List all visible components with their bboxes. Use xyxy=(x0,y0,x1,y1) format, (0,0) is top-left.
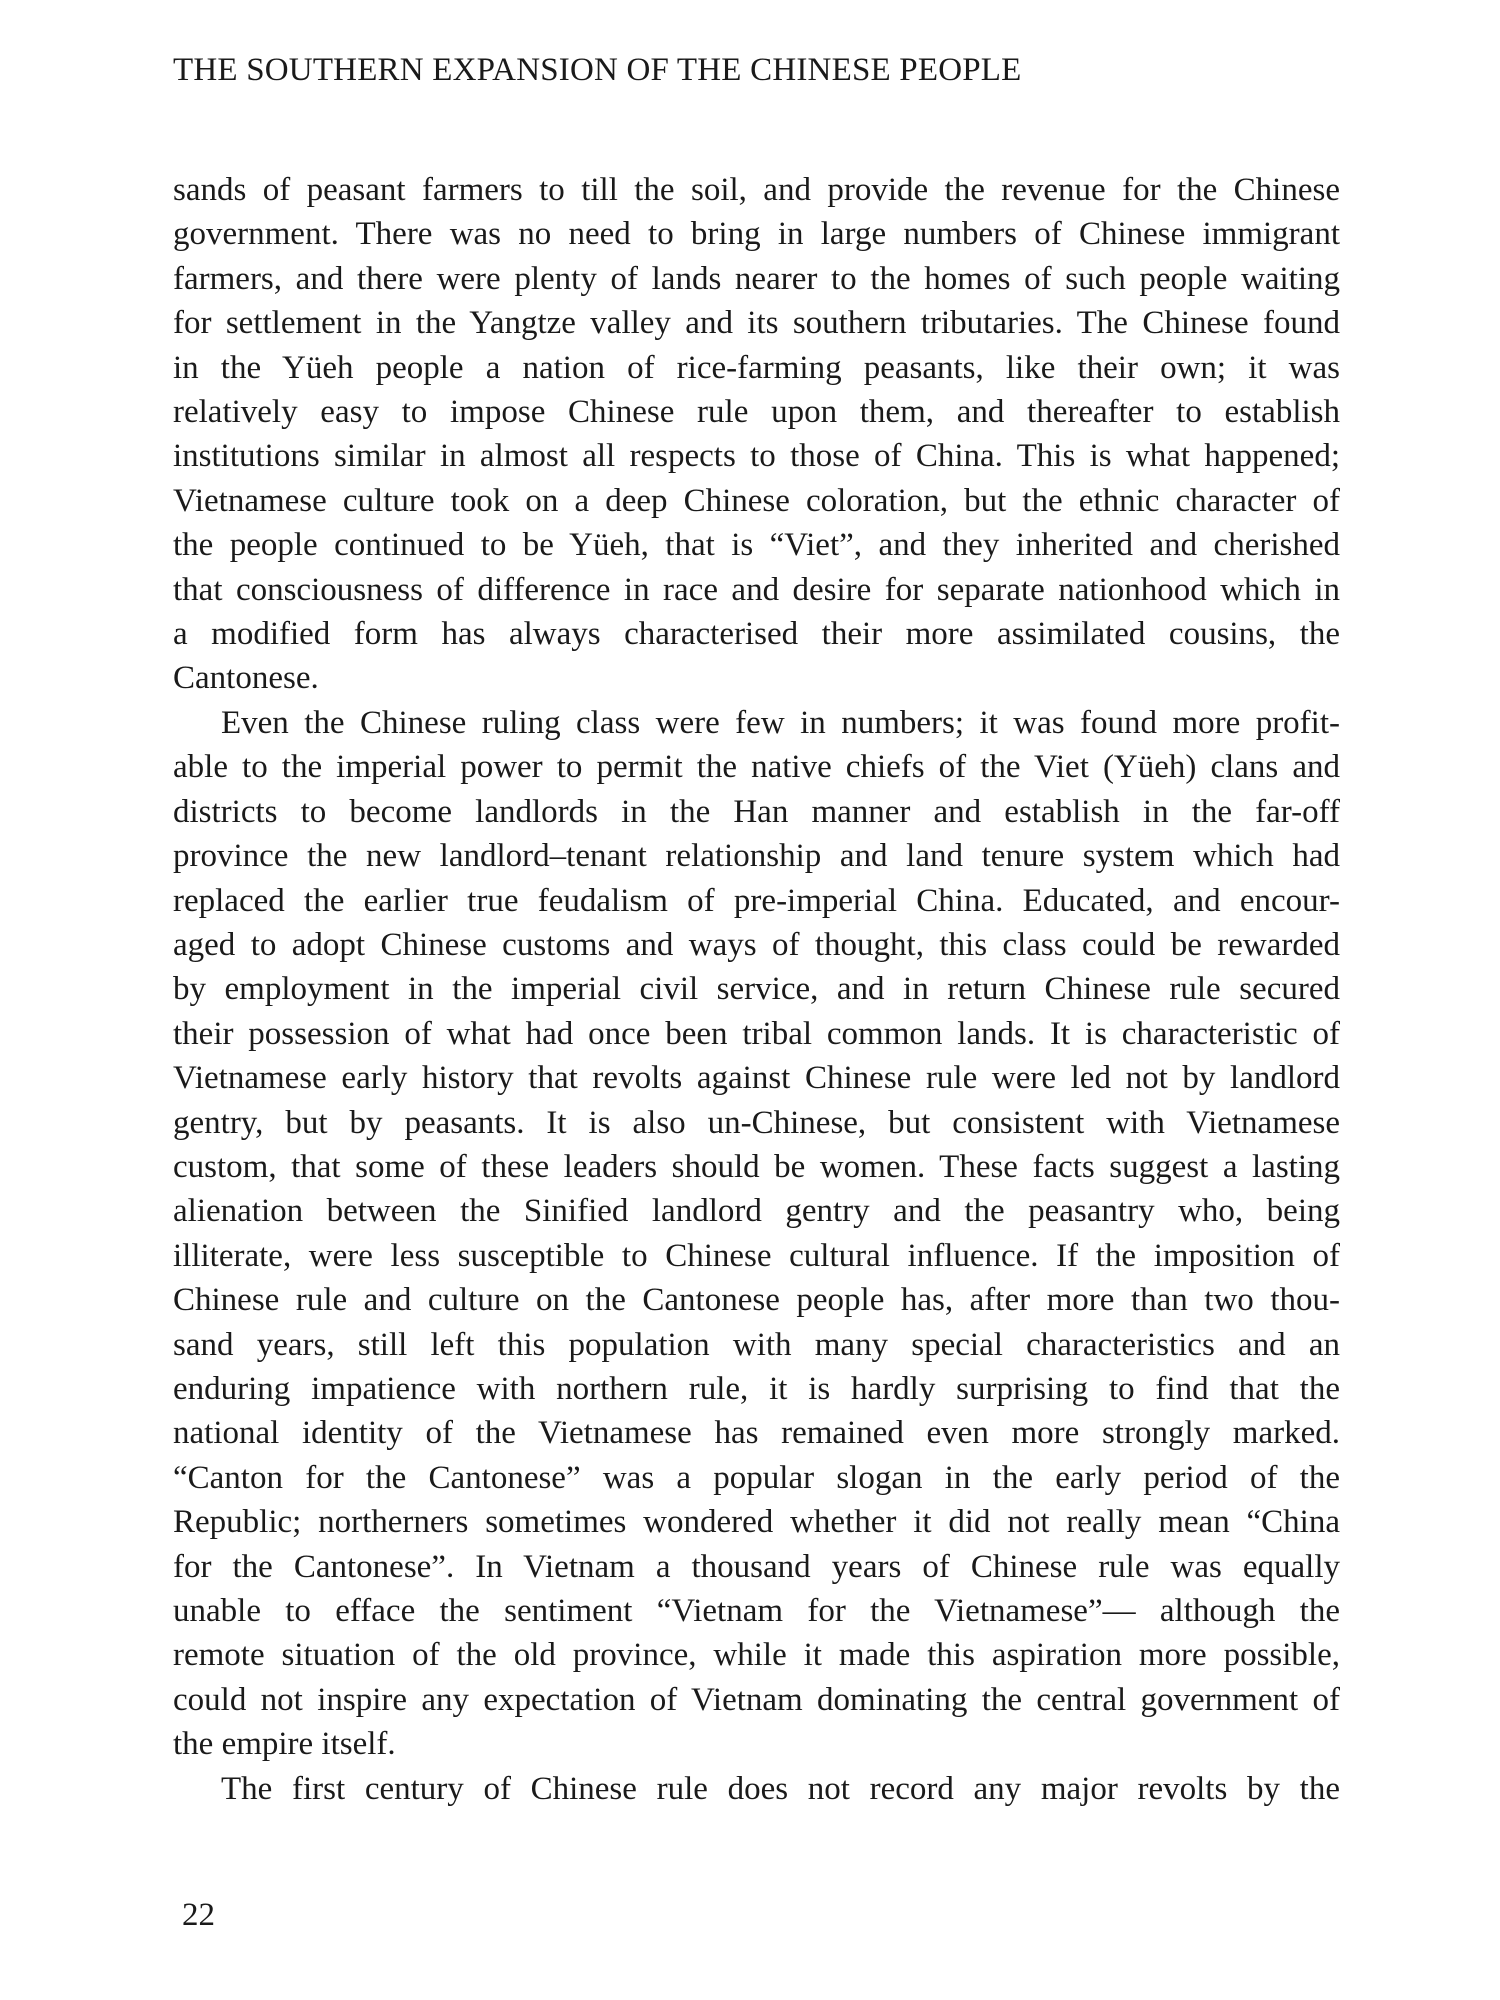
page-number: 22 xyxy=(182,1897,215,1933)
text-line: could not inspire any expectation of Vietnam dominating the central government of xyxy=(173,1681,1340,1718)
text-line: Cantonese. xyxy=(173,660,319,697)
text-line: Vietnamese culture took on a deep Chinese coloration, but the ethnic character of xyxy=(173,482,1340,519)
text-line: that consciousness of difference in race and desire for separate nationhood which in xyxy=(173,571,1340,608)
text-line: illiterate, were less susceptible to Chinese cultural influence. If the imposition of xyxy=(173,1237,1340,1274)
text-line: the empire itself. xyxy=(173,1726,396,1763)
text-line: sand years, still left this population with many special characteristics and an xyxy=(173,1326,1340,1363)
text-line: gentry, but by peasants. It is also un-Chinese, but consistent with Vietnamese xyxy=(173,1104,1340,1141)
text-line: a modified form has always characterised their more assimilated cousins, the xyxy=(173,616,1340,653)
body-text xyxy=(173,168,1340,1811)
text-line: Even the Chinese ruling class were few in numbers; it was found more profit- xyxy=(221,704,1340,741)
text-line: their possession of what had once been tribal common lands. It is characteristic of xyxy=(173,1015,1340,1052)
text-line: sands of peasant farmers to till the soil, and provide the revenue for the Chinese xyxy=(173,172,1340,208)
text-line: for settlement in the Yangtze valley and its southern tributaries. The Chinese found xyxy=(173,305,1340,342)
text-line: alienation between the Sinified landlord gentry and the peasantry who, being xyxy=(173,1193,1340,1230)
text-line: relatively easy to impose Chinese rule upon them, and thereafter to establish xyxy=(173,394,1340,431)
text-line: Republic; northerners sometimes wondered whether it did not really mean “China xyxy=(173,1504,1340,1541)
text-line: in the Yüeh people a nation of rice-farming peasants, like their own; it was xyxy=(173,349,1340,386)
text-line: “Canton for the Cantonese” was a popular slogan in the early period of the xyxy=(173,1459,1340,1496)
text-line: farmers, and there were plenty of lands nearer to the homes of such people waiting xyxy=(173,260,1340,297)
text-line: institutions similar in almost all respects to those of China. This is what happened; xyxy=(173,438,1340,475)
paragraph xyxy=(173,1767,1340,1811)
text-line: able to the imperial power to permit the native chiefs of the Viet (Yüeh) clans and xyxy=(173,749,1340,786)
text-line: by employment in the imperial civil service, and in return Chinese rule secured xyxy=(173,971,1340,1008)
paragraph xyxy=(173,168,1340,701)
text-line: Vietnamese early history that revolts against Chinese rule were led not by landlord xyxy=(173,1060,1340,1097)
text-line: unable to efface the sentiment “Vietnam for the Vietnamese”— although the xyxy=(173,1593,1340,1629)
running-head: THE SOUTHERN EXPANSION OF THE CHINESE PEOPLE xyxy=(173,52,1022,88)
text-line: districts to become landlords in the Han manner and establish in the far-off xyxy=(173,793,1340,830)
text-line: enduring impatience with northern rule, it is hardly surprising to find that the xyxy=(173,1370,1340,1407)
text-line: national identity of the Vietnamese has remained even more strongly marked. xyxy=(173,1415,1340,1452)
text-line: The first century of Chinese rule does not record any major revolts by the xyxy=(221,1770,1340,1807)
text-line: the people continued to be Yüeh, that is “Viet”, and they inherited and cherished xyxy=(173,527,1340,564)
text-line: remote situation of the old province, while it made this aspiration more possible, xyxy=(173,1637,1340,1674)
text-line: province the new landlord–tenant relationship and land tenure system which had xyxy=(173,838,1340,875)
text-line: replaced the earlier true feudalism of pre-imperial China. Educated, and encour- xyxy=(173,882,1340,919)
paragraph xyxy=(173,701,1340,1767)
text-line: Chinese rule and culture on the Cantonese people has, after more than two thou- xyxy=(173,1282,1340,1319)
text-line: government. There was no need to bring in large numbers of Chinese immigrant xyxy=(173,216,1340,253)
text-line: aged to adopt Chinese customs and ways of thought, this class could be rewarded xyxy=(173,926,1340,963)
text-line: custom, that some of these leaders should be women. These facts suggest a lasting xyxy=(173,1148,1340,1185)
text-line: for the Cantonese”. In Vietnam a thousand years of Chinese rule was equally xyxy=(173,1548,1340,1585)
